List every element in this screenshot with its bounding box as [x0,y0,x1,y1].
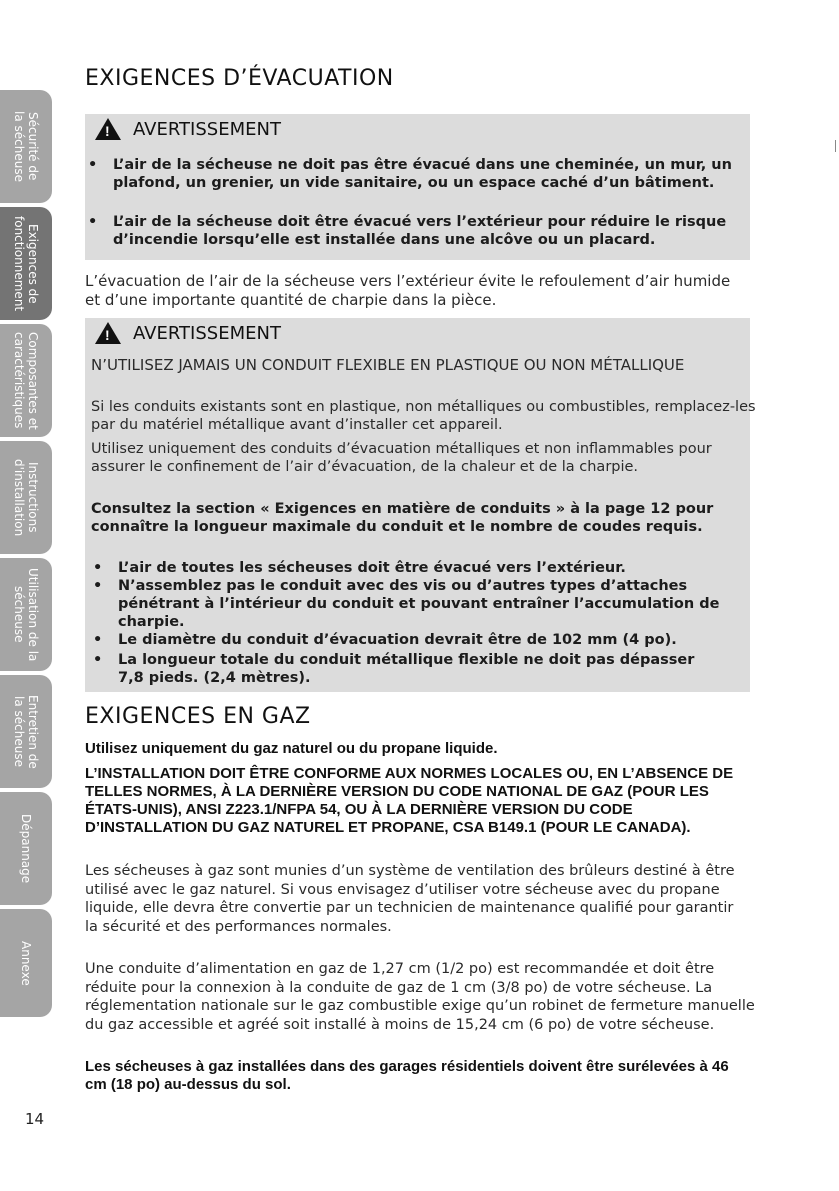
gas-paragraph-1: Les sécheuses à gaz sont munies d’un système de ventilation des brûleurs destiné à être utilisé avec le gaz naturel. Si vous envisagez d’utiliser votre sécheuse avec du propane liquide, elle devra être convertie par un technicien de maintenance qualifié pour garantir la sécurité et des performances normales. [85,863,735,935]
tab-label: Exigences de fonctionnement [12,215,40,312]
intro-paragraph: L’évacuation de l’air de la sécheuse vers l’extérieur évite le refoulement d’air humide et d’une importante quantité de charpie dans la pièce. [85,272,731,309]
tab-label: Instructions d'installation [12,458,40,537]
section-title-evacuation: EXIGENCES D’ÉVACUATION [85,66,394,91]
edge-mark [835,140,836,152]
gas-type-note: Utilisez uniquement du gaz naturel ou du propane liquide. [85,740,498,757]
warning-heading-1 [95,118,281,140]
tab-securite[interactable] [0,90,52,203]
tab-utilisation[interactable] [0,558,52,671]
tab-label: Sécurité de la sécheuse [12,111,40,182]
tab-label: Composantes et caractéristiques [12,331,40,430]
warning2-bullet: • Le diamètre du conduit d’évacuation devrait être de 102 mm (4 po). [93,632,677,648]
warning-triangle-icon: ! [95,322,121,344]
section-title-gaz: EXIGENCES EN GAZ [85,704,311,729]
tab-label: Annexe [19,940,33,986]
tab-label: Entretien de la sécheuse [12,694,40,769]
gas-code-compliance: L’INSTALLATION DOIT ÊTRE CONFORME AUX NORMES LOCALES OU, EN L’ABSENCE DE TELLES NORMES, À LA DERNIÈRE VERSION DU CODE NATIONAL DE GAZ (POUR LES ÉTATS-UNIS), ANSI Z223.1/NFPA 54, OU À LA DERNIÈRE VERSION DU CODE D’INSTALLATION DU GAZ NATUREL ET PROPANE, CSA B149.1 (POUR LE CANADA). [85,765,734,836]
tab-annexe[interactable] [0,909,52,1017]
warning2-bullet: • L’air de toutes les sécheuses doit être évacué vers l’extérieur. [93,560,626,576]
warning1-bullet: • L’air de la sécheuse ne doit pas être évacué dans une cheminée, un mur, un plafond, un grenier, un vide sanitaire, ou un espace caché d’un bâtiment. [88,157,732,191]
page-number: 14 [25,1110,45,1128]
warning1-bullet: • L’air de la sécheuse doit être évacué vers l’extérieur pour réduire le risque d’incendie lorsqu’elle est installée dans une alcôve ou un placard. [88,214,727,248]
gas-paragraph-2: Une conduite d’alimentation en gaz de 1,27 cm (1/2 po) est recommandée et doit être réduite pour la connexion à la conduite de gaz de 1 cm (3/8 po) de votre sécheuse. La réglementation nationale sur le gaz combustible exige qu’un robinet de fermeture manuelle du gaz accessible et agréé soit installé à moins de 15,24 cm (6 po) de votre sécheuse. [85,961,755,1033]
warning2-p3: Consultez la section « Exigences en matière de conduits » à la page 12 pour connaître la longueur maximale du conduit et le nombre de coudes requis. [91,501,714,535]
tab-entretien[interactable] [0,675,52,788]
tab-exigences[interactable] [0,207,52,320]
warning2-bullet: • N’assemblez pas le conduit avec des vis ou d’autres types d’attaches pénétrant à l’intérieur du conduit et pouvant entraîner l’accumulation de charpie. [93,578,720,630]
garage-note: Les sécheuses à gaz installées dans des garages résidentiels doivent être surélevées à 46 cm (18 po) au-dessus du sol. [85,1058,729,1093]
tab-label: Dépannage [19,813,33,884]
tab-installation[interactable] [0,441,52,554]
warning-label: AVERTISSEMENT [133,118,281,140]
tab-composantes[interactable] [0,324,52,437]
warning2-p2: Utilisez uniquement des conduits d’évacuation métalliques et non inflammables pour assurer le confinement de l’air d’évacuation, de la chaleur et de la charpie. [91,441,712,475]
warning2-caps: N’UTILISEZ JAMAIS UN CONDUIT FLEXIBLE EN PLASTIQUE OU NON MÉTALLIQUE [91,356,685,374]
warning-heading-2 [95,322,281,344]
warning2-p1: Si les conduits existants sont en plastique, non métalliques ou combustibles, remplacez-les par du matériel métallique avant d’installer cet appareil. [91,399,756,433]
tab-label: Utilisation de la sécheuse [12,567,40,662]
warning-triangle-icon: ! [95,118,121,140]
warning-label: AVERTISSEMENT [133,322,281,344]
tab-depannage[interactable] [0,792,52,905]
warning2-bullet: • La longueur totale du conduit métallique flexible ne doit pas dépasser 7,8 pieds. (2,4 mètres). [93,652,695,686]
